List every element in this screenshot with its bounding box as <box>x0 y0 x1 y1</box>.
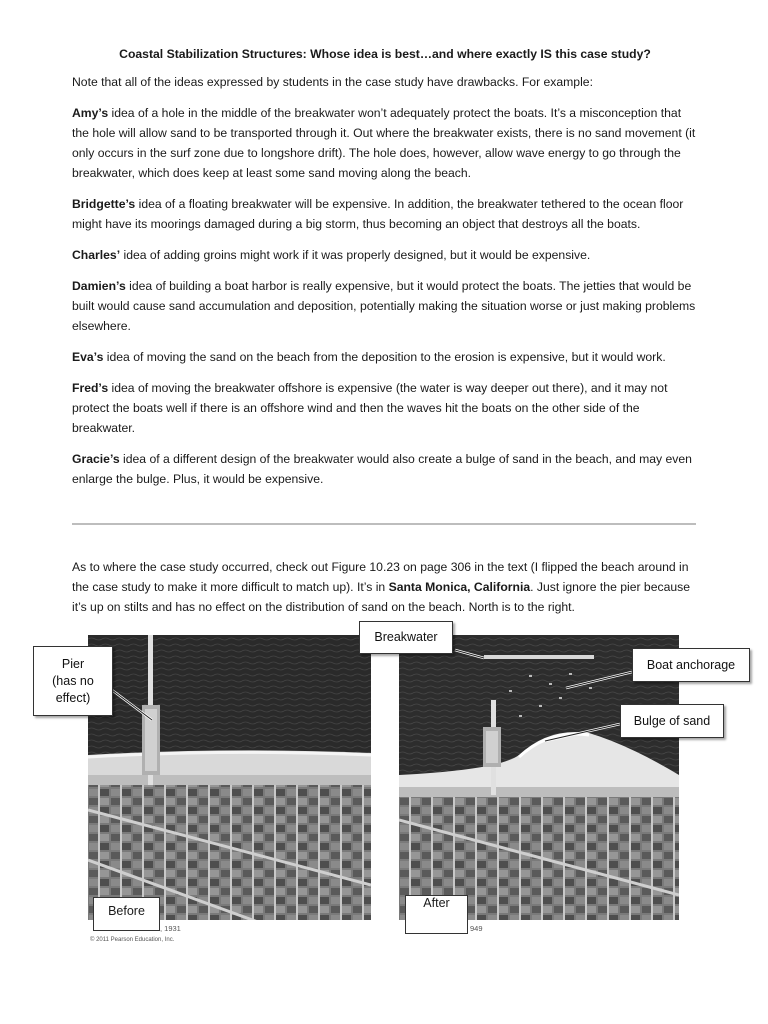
location-paragraph <box>72 557 702 617</box>
idea-name: Fred’s <box>72 381 109 395</box>
credit-copyright: © 2011 Pearson Education, Inc. <box>90 937 175 943</box>
idea-name: Damien’s <box>72 279 126 293</box>
idea-gracie <box>72 449 698 489</box>
callout-pier-line1: Pier <box>61 656 85 671</box>
idea-text: idea of a hole in the middle of the breakwater won’t adequately protect the boats. It’s a misconception that the hole will allow sand to be transported through it. Out where the breakwater exists, there is no sand movement (it only occurs in the surf zone due to longshore drift). The hole does, however, allow wave energy to go through the breakwater, which does keep at least some sand moving along the beach. <box>72 106 696 180</box>
idea-fred <box>72 378 698 438</box>
idea-name: Charles’ <box>72 248 121 262</box>
idea-amy <box>72 103 698 183</box>
callout-boat-anchorage: Boat anchorage <box>632 648 750 682</box>
idea-text: idea of a different design of the breakwater would also create a bulge of sand in the beach, and may even enlarge the bulge. Plus, it would be expensive. <box>72 452 692 486</box>
section-divider <box>72 523 696 525</box>
idea-name: Eva’s <box>72 350 104 364</box>
intro-paragraph: Note that all of the ideas expressed by students in the case study have drawbacks. For example: <box>72 75 593 89</box>
document-body <box>72 44 698 500</box>
callout-bulge-of-sand: Bulge of sand <box>620 704 724 738</box>
callout-pier-line3: effect) <box>55 690 91 705</box>
idea-eva <box>72 347 698 367</box>
idea-text: idea of moving the sand on the beach from the deposition to the erosion is expensive, but it would work. <box>103 350 666 364</box>
idea-damien <box>72 276 698 336</box>
idea-charles <box>72 245 698 265</box>
label-before: Before <box>93 897 160 931</box>
idea-text: idea of adding groins might work if it was properly designed, but it would be expensive. <box>120 248 591 262</box>
callout-breakwater: Breakwater <box>359 621 453 654</box>
credit-before-year: , 1931 <box>160 924 181 933</box>
aerial-photo-before <box>88 635 371 933</box>
label-after: After <box>405 895 468 934</box>
idea-bridgette <box>72 194 698 234</box>
idea-text: idea of building a boat harbor is really expensive, but it would protect the boats. The jetties that would be built would cause sand accumulation and deposition, potentially making the situation worse or just making problems elsewhere. <box>72 279 696 333</box>
credit-after-year: 949 <box>470 924 483 933</box>
idea-name: Gracie’s <box>72 452 120 466</box>
idea-name: Bridgette’s <box>72 197 136 211</box>
idea-text: idea of moving the breakwater offshore is expensive (the water is way deeper out there), and it may not protect the boats well if there is an offshore wind and then the waves hit the boats on the other side of the breakwater. <box>72 381 668 435</box>
callout-pier-line2: (has no <box>52 673 94 688</box>
callout-pier <box>33 646 113 716</box>
location-place: Santa Monica, California <box>388 580 531 594</box>
idea-name: Amy’s <box>72 106 109 120</box>
page-title: Coastal Stabilization Structures: Whose idea is best…and where exactly IS this case study? <box>119 47 651 61</box>
idea-text: idea of a floating breakwater will be expensive. In addition, the breakwater tethered to the ocean floor might have its moorings damaged during a big storm, thus becoming an object that destroys all the boats. <box>72 197 684 231</box>
location-text-after: . Just ignore the pier because it’s up on stilts and has no effect on the distribution of sand on the beach. North is to the right. <box>72 580 691 614</box>
location-text-before: As to where the case study occurred, check out Figure 10.23 on page 306 in the text (I flipped the beach around in the case study to make it more difficult to match up). It’s in <box>72 560 689 594</box>
